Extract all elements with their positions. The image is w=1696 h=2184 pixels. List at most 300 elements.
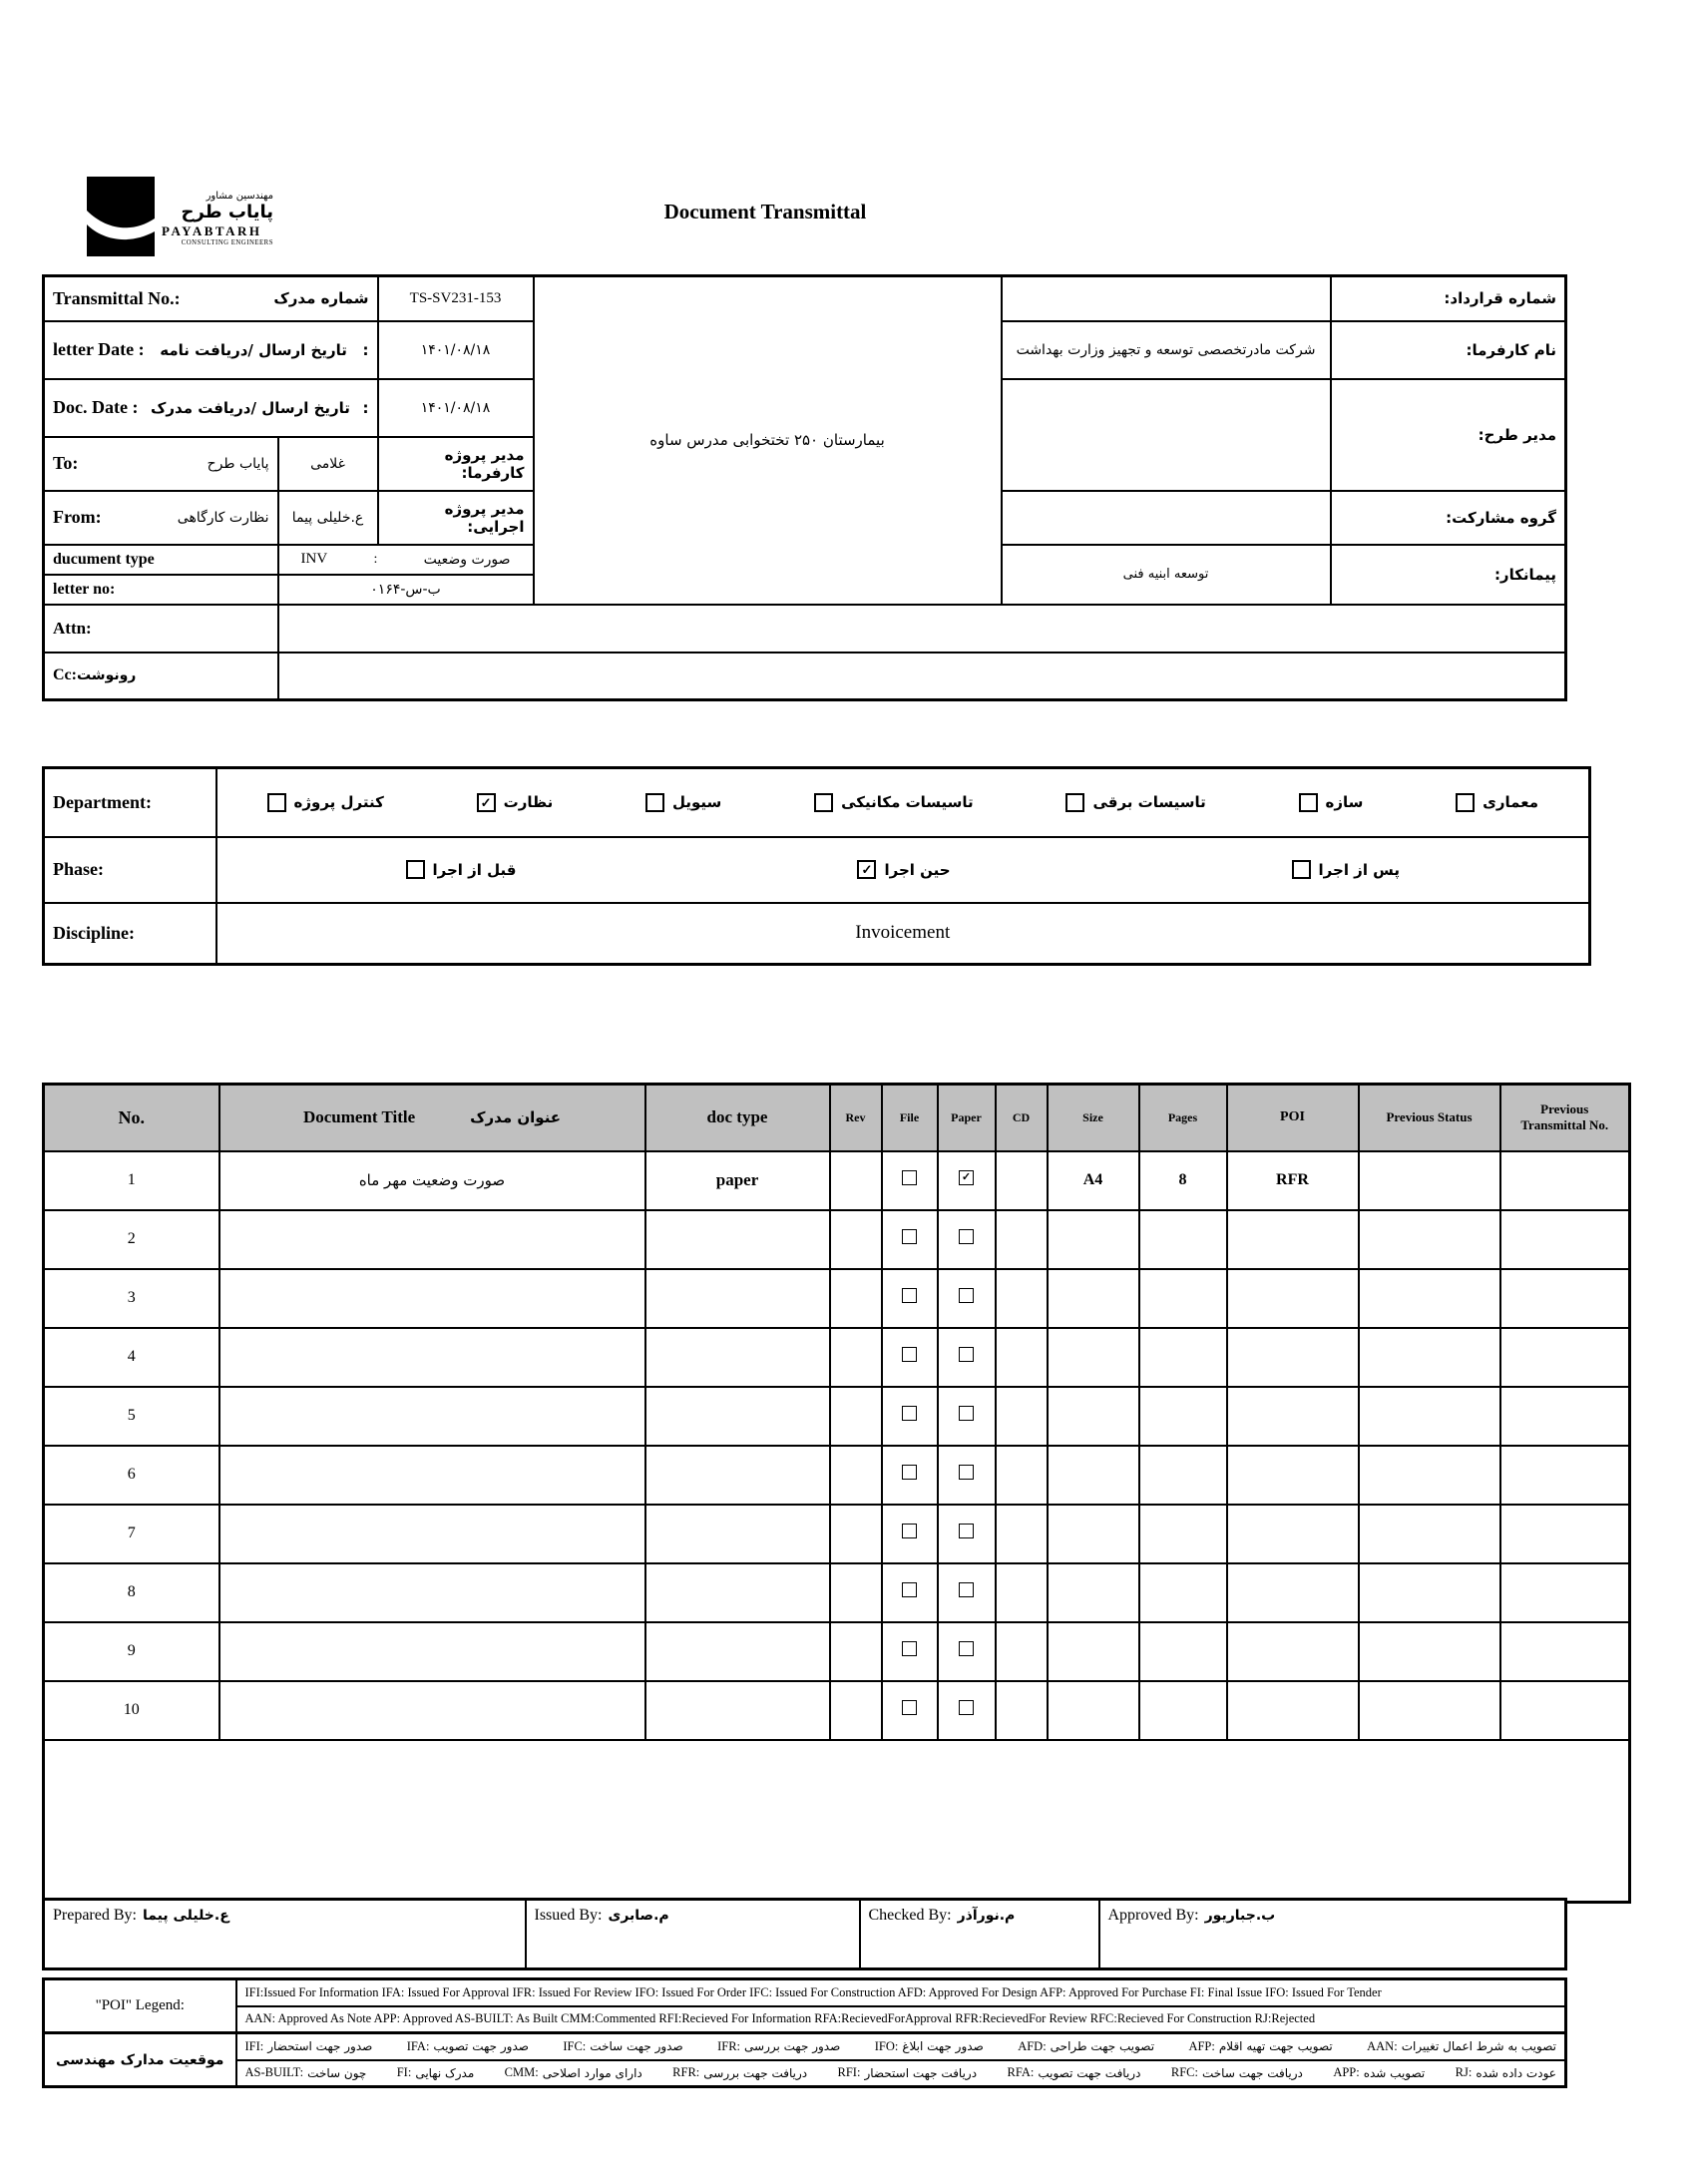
cell-pages[interactable] — [1139, 1563, 1227, 1622]
legend-code: RFI: — [837, 2065, 861, 2080]
file-unchecked-checkbox-icon[interactable] — [902, 1288, 917, 1303]
legend-item — [563, 2039, 682, 2054]
checkbox-item[interactable] — [1292, 860, 1400, 879]
cell-paper[interactable] — [938, 1446, 996, 1505]
legend-item — [838, 2065, 978, 2080]
legend-text: صدور جهت ساخت — [590, 2039, 683, 2054]
cell-poi[interactable] — [1227, 1446, 1359, 1505]
legend-text: تصویب جهت تهیه اقلام — [1218, 2039, 1333, 2054]
from-person[interactable]: ع.خلیلی پیما — [278, 491, 378, 545]
cell-size[interactable] — [1048, 1269, 1139, 1328]
cell-poi[interactable] — [1227, 1505, 1359, 1563]
cell-doc-type[interactable] — [645, 1387, 830, 1446]
cell-paper[interactable] — [938, 1505, 996, 1563]
cell-doc-type[interactable] — [645, 1328, 830, 1387]
poi-legend-line1: IFI:Issued For Information IFA: Issued For Approval IFR: Issued For Review IFO: Issued For Order IFC: Issued For Construction AFD: Approved For Design AFP: Approved For Purchase FI: Final Issue IFO: Issued For Tender — [236, 1979, 1566, 2006]
jv-group-label: گروه مشارکت: — [1331, 491, 1566, 545]
checkbox-label: کنترل پروژه — [293, 793, 384, 812]
legend-item — [407, 2039, 529, 2054]
file-unchecked-checkbox-icon[interactable] — [902, 1582, 917, 1597]
cell-doc-type[interactable] — [645, 1269, 830, 1328]
doc-date-colon: : — [362, 398, 369, 417]
cell-title[interactable] — [219, 1387, 645, 1446]
doc-date-value[interactable]: ۱۴۰۱/۰۸/۱۸ — [378, 379, 534, 437]
cell-no[interactable]: 6 — [44, 1446, 219, 1505]
paper-unchecked-checkbox-icon[interactable] — [959, 1582, 974, 1597]
document-table-row — [44, 1151, 1630, 1210]
cell-cd[interactable] — [996, 1446, 1048, 1505]
checked-by-name: م.نورآذر — [957, 1908, 1016, 1924]
cell-size[interactable] — [1048, 1387, 1139, 1446]
document-table-row — [44, 1681, 1630, 1740]
cell-paper[interactable] — [938, 1269, 996, 1328]
cell-paper[interactable] — [938, 1681, 996, 1740]
paper-unchecked-checkbox-icon[interactable] — [959, 1700, 974, 1715]
cell-prev-status[interactable] — [1359, 1563, 1500, 1622]
cell-size[interactable] — [1048, 1681, 1139, 1740]
cell-prev-transmittal[interactable] — [1500, 1328, 1630, 1387]
legend-text: صدور جهت بررسی — [744, 2039, 841, 2054]
logo-en-sub: CONSULTING ENGINEERS — [181, 239, 273, 247]
cell-no[interactable]: 7 — [44, 1505, 219, 1563]
cell-rev[interactable] — [830, 1622, 882, 1681]
paper-unchecked-checkbox-icon[interactable] — [959, 1641, 974, 1656]
legend-code: CMM: — [504, 2065, 539, 2080]
unchecked-checkbox-icon[interactable] — [1456, 793, 1475, 812]
legend-code: AFD: — [1018, 2038, 1047, 2053]
cell-rev[interactable] — [830, 1151, 882, 1210]
document-type-label: ducument type — [44, 545, 278, 575]
cell-title[interactable] — [219, 1269, 645, 1328]
empty-remarks-area — [44, 1740, 1630, 1903]
legend-item — [245, 2065, 367, 2080]
file-unchecked-checkbox-icon[interactable] — [902, 1641, 917, 1656]
cell-no[interactable]: 8 — [44, 1563, 219, 1622]
cell-cd[interactable] — [996, 1151, 1048, 1210]
cell-pages[interactable] — [1139, 1210, 1227, 1269]
header-table — [42, 274, 1567, 701]
checkbox-item[interactable] — [814, 793, 974, 812]
checkbox-item[interactable] — [857, 860, 950, 879]
cell-title[interactable] — [219, 1151, 645, 1210]
legend-item — [1367, 2039, 1556, 2054]
paper-checked-checkbox-icon[interactable] — [959, 1170, 974, 1185]
legend-code: IFA: — [406, 2038, 430, 2053]
cell-pages[interactable] — [1139, 1622, 1227, 1681]
letter-date-label — [44, 321, 378, 379]
client-name-label: نام کارفرما: — [1331, 321, 1566, 379]
cell-paper[interactable] — [938, 1151, 996, 1210]
client-name-value[interactable]: شرکت مادرتخصصی توسعه و تجهیز وزارت بهداشت — [1002, 321, 1331, 379]
checkbox-item[interactable] — [1065, 793, 1205, 812]
department-table — [42, 766, 1591, 966]
cell-no[interactable]: 5 — [44, 1387, 219, 1446]
cell-no[interactable]: 1 — [44, 1151, 219, 1210]
contract-no-value[interactable] — [1002, 276, 1331, 321]
cell-no[interactable]: 2 — [44, 1210, 219, 1269]
approved-by-name: ب.جباریور — [1204, 1908, 1276, 1924]
cell-cd[interactable] — [996, 1505, 1048, 1563]
checkbox-item[interactable] — [645, 793, 721, 812]
col-no: No. — [44, 1085, 219, 1151]
legend-text: عودت داده شده — [1476, 2065, 1556, 2080]
checkbox-label: سازه — [1325, 793, 1364, 812]
jv-group-value[interactable] — [1002, 491, 1331, 545]
cell-paper[interactable] — [938, 1563, 996, 1622]
cell-paper[interactable] — [938, 1387, 996, 1446]
cell-prev-transmittal[interactable] — [1500, 1210, 1630, 1269]
paper-unchecked-checkbox-icon[interactable] — [959, 1524, 974, 1538]
legend-item — [245, 2039, 373, 2054]
cell-prev-transmittal[interactable] — [1500, 1387, 1630, 1446]
cell-file[interactable] — [882, 1151, 938, 1210]
cell-cd[interactable] — [996, 1328, 1048, 1387]
cell-doc-type[interactable]: paper — [645, 1151, 830, 1210]
cell-file[interactable] — [882, 1387, 938, 1446]
cell-prev-status[interactable] — [1359, 1151, 1500, 1210]
checkbox-label: حین اجرا — [884, 860, 951, 879]
cell-size[interactable] — [1048, 1622, 1139, 1681]
exec-pm-label: مدیر پروژه اجرایی: — [378, 491, 534, 545]
document-table-row — [44, 1387, 1630, 1446]
checkbox-item[interactable] — [267, 793, 384, 812]
cell-file[interactable] — [882, 1269, 938, 1328]
project-name: بیمارستان ۲۵۰ تختخوابی مدرس ساوه — [534, 276, 1002, 605]
transmittal-no-label-en: Transmittal No.: — [53, 287, 181, 308]
file-unchecked-checkbox-icon[interactable] — [902, 1347, 917, 1362]
cell-poi[interactable]: RFR — [1227, 1151, 1359, 1210]
doc-date-label — [44, 379, 378, 437]
cell-title[interactable] — [219, 1563, 645, 1622]
cell-prev-status[interactable] — [1359, 1446, 1500, 1505]
unchecked-checkbox-icon[interactable] — [645, 793, 664, 812]
cell-file[interactable] — [882, 1210, 938, 1269]
cell-cd[interactable] — [996, 1681, 1048, 1740]
cell-poi[interactable] — [1227, 1622, 1359, 1681]
letter-no-value[interactable]: ۰۱۶۴-س-ب — [278, 575, 534, 605]
unchecked-checkbox-icon[interactable] — [1299, 793, 1318, 812]
issued-by-name: م.صابری — [608, 1908, 669, 1924]
cell-no[interactable]: 9 — [44, 1622, 219, 1681]
col-title-fa: عنوان مدرک — [470, 1108, 562, 1127]
checked-by-cell[interactable] — [860, 1900, 1099, 1969]
legend-code: IFO: — [874, 2038, 899, 2053]
checkbox-label: نظارت — [503, 793, 554, 812]
cell-file[interactable] — [882, 1505, 938, 1563]
legend-text: دارای موارد اصلاحی — [542, 2065, 642, 2080]
letter-date-label-en: letter Date : — [53, 339, 145, 359]
contractor-value[interactable]: توسعه ابنیه فنی — [1002, 545, 1331, 605]
cell-size[interactable]: A4 — [1048, 1151, 1139, 1210]
paper-unchecked-checkbox-icon[interactable] — [959, 1229, 974, 1244]
approved-by-label: Approved By: — [1107, 1907, 1199, 1924]
document-type-value[interactable] — [278, 545, 534, 575]
cell-rev[interactable] — [830, 1446, 882, 1505]
client-pm-label: مدیر پروژه کارفرما: — [378, 437, 534, 491]
checked-by-label: Checked By: — [868, 1907, 952, 1924]
legend-code: AAN: — [1367, 2038, 1398, 2053]
cell-cd[interactable] — [996, 1210, 1048, 1269]
cc-label-fa: رونوشت — [76, 667, 137, 684]
cell-rev[interactable] — [830, 1210, 882, 1269]
cell-prev-transmittal[interactable] — [1500, 1151, 1630, 1210]
cell-prev-status[interactable] — [1359, 1269, 1500, 1328]
transmittal-no-label-fa: شماره مدرک — [273, 289, 369, 308]
legend-item — [1171, 2065, 1303, 2080]
cell-file[interactable] — [882, 1563, 938, 1622]
issued-by-label: Issued By: — [534, 1907, 603, 1924]
cell-prev-transmittal[interactable] — [1500, 1563, 1630, 1622]
from-label: From: — [53, 507, 102, 527]
document-table-row — [44, 1505, 1630, 1563]
legend-item — [397, 2065, 475, 2080]
document-table-row — [44, 1446, 1630, 1505]
cell-file[interactable] — [882, 1681, 938, 1740]
cell-doc-type[interactable] — [645, 1681, 830, 1740]
checkbox-label: تاسیسات مکانیکی — [841, 793, 974, 812]
cell-title[interactable] — [219, 1446, 645, 1505]
legend-item — [505, 2065, 642, 2080]
cell-prev-status[interactable] — [1359, 1622, 1500, 1681]
cell-poi[interactable] — [1227, 1269, 1359, 1328]
prepared-by-label: Prepared By: — [53, 1907, 137, 1924]
document-table-row — [44, 1563, 1630, 1622]
department-label: Department: — [44, 768, 216, 837]
cell-prev-transmittal[interactable] — [1500, 1505, 1630, 1563]
to-org[interactable]: پایاب طرح — [207, 455, 269, 472]
design-manager-value[interactable] — [1002, 379, 1331, 491]
cell-size[interactable] — [1048, 1446, 1139, 1505]
cell-rev[interactable] — [830, 1563, 882, 1622]
cell-title[interactable] — [219, 1681, 645, 1740]
cell-rev[interactable] — [830, 1328, 882, 1387]
file-unchecked-checkbox-icon[interactable] — [902, 1524, 917, 1538]
cell-doc-type[interactable] — [645, 1622, 830, 1681]
cell-pages[interactable] — [1139, 1446, 1227, 1505]
page-title: Document Transmittal — [663, 200, 867, 223]
legend-text: صدور جهت استحضار — [267, 2039, 373, 2054]
legend-item — [717, 2039, 840, 2054]
cell-no[interactable]: 10 — [44, 1681, 219, 1740]
checked-checkbox-icon[interactable] — [477, 793, 496, 812]
cell-prev-status[interactable] — [1359, 1387, 1500, 1446]
checkbox-item[interactable] — [1299, 793, 1364, 812]
cell-rev[interactable] — [830, 1681, 882, 1740]
cell-title[interactable] — [219, 1505, 645, 1563]
discipline-label: Discipline: — [44, 903, 216, 965]
legend-code: IFR: — [717, 2038, 741, 2053]
letter-date-colon: : — [362, 340, 369, 359]
file-unchecked-checkbox-icon[interactable] — [902, 1700, 917, 1715]
to-person[interactable]: غلامی — [278, 437, 378, 491]
checkbox-item[interactable] — [477, 793, 554, 812]
file-unchecked-checkbox-icon[interactable] — [902, 1406, 917, 1421]
col-size: Size — [1048, 1085, 1139, 1151]
cell-size[interactable] — [1048, 1210, 1139, 1269]
prepared-by-cell[interactable] — [44, 1900, 526, 1969]
cell-paper[interactable] — [938, 1210, 996, 1269]
cell-size[interactable] — [1048, 1505, 1139, 1563]
legend-text: تصویب شده — [1363, 2065, 1426, 2080]
poi-legend-table — [42, 1977, 1567, 2034]
cell-cd[interactable] — [996, 1269, 1048, 1328]
cell-poi[interactable] — [1227, 1210, 1359, 1269]
legend-item — [1007, 2065, 1140, 2080]
cell-doc-type[interactable] — [645, 1210, 830, 1269]
cell-prev-transmittal[interactable] — [1500, 1269, 1630, 1328]
legend-code: AS-BUILT: — [244, 2065, 304, 2080]
cell-poi[interactable] — [1227, 1681, 1359, 1740]
checkbox-item[interactable] — [1456, 793, 1538, 812]
status-legend-line1 — [236, 2033, 1566, 2060]
checkbox-label: تاسیسات برقی — [1092, 793, 1206, 812]
cc-label-cell — [44, 653, 278, 700]
paper-unchecked-checkbox-icon[interactable] — [959, 1406, 974, 1421]
paper-unchecked-checkbox-icon[interactable] — [959, 1288, 974, 1303]
legend-code: RFR: — [672, 2065, 700, 2080]
cell-pages[interactable] — [1139, 1269, 1227, 1328]
legend-text: دریافت جهت بررسی — [703, 2065, 808, 2080]
checkbox-label: معماری — [1483, 793, 1538, 812]
cell-file[interactable] — [882, 1328, 938, 1387]
cell-pages[interactable] — [1139, 1505, 1227, 1563]
cell-title[interactable] — [219, 1622, 645, 1681]
attn-label: Attn: — [44, 605, 278, 653]
document-list-table — [42, 1083, 1631, 1904]
cell-prev-status[interactable] — [1359, 1681, 1500, 1740]
discipline-value[interactable]: Invoicement — [216, 903, 1590, 965]
checked-checkbox-icon[interactable] — [857, 860, 876, 879]
legend-item — [875, 2039, 984, 2054]
cell-doc-type[interactable] — [645, 1446, 830, 1505]
cell-no[interactable]: 4 — [44, 1328, 219, 1387]
paper-unchecked-checkbox-icon[interactable] — [959, 1465, 974, 1480]
col-title-en: Document Title — [302, 1107, 416, 1127]
attn-value[interactable] — [278, 605, 1566, 653]
document-table-header — [44, 1085, 1630, 1151]
unchecked-checkbox-icon[interactable] — [1292, 860, 1311, 879]
cell-pages[interactable] — [1139, 1387, 1227, 1446]
cc-label-en: Cc: — [53, 666, 77, 684]
legend-text: دریافت جهت تصویب — [1038, 2065, 1141, 2080]
cell-rev[interactable] — [830, 1505, 882, 1563]
cell-title[interactable] — [219, 1328, 645, 1387]
letter-no-label: letter no: — [44, 575, 278, 605]
cell-doc-type[interactable] — [645, 1505, 830, 1563]
checkbox-item[interactable] — [406, 860, 517, 879]
cell-prev-transmittal[interactable] — [1500, 1622, 1630, 1681]
cell-rev[interactable] — [830, 1387, 882, 1446]
document-type-code[interactable]: INV — [300, 551, 328, 567]
cell-paper[interactable] — [938, 1622, 996, 1681]
legend-text: دریافت جهت استحضار — [864, 2065, 978, 2080]
file-unchecked-checkbox-icon[interactable] — [902, 1465, 917, 1480]
cell-prev-status[interactable] — [1359, 1505, 1500, 1563]
legend-code: RFA: — [1007, 2065, 1035, 2080]
paper-unchecked-checkbox-icon[interactable] — [959, 1347, 974, 1362]
cell-doc-type[interactable] — [645, 1563, 830, 1622]
prepared-by-name: ع.خلیلی پیما — [142, 1908, 229, 1924]
legend-code: APP: — [1333, 2065, 1360, 2080]
unchecked-checkbox-icon[interactable] — [267, 793, 286, 812]
from-org[interactable]: نظارت کارگاهی — [177, 509, 269, 526]
from-cell — [44, 491, 278, 545]
cell-cd[interactable] — [996, 1563, 1048, 1622]
cell-cd[interactable] — [996, 1622, 1048, 1681]
poi-legend-label: "POI" Legend: — [44, 1979, 236, 2033]
signature-table — [42, 1898, 1567, 1970]
cell-poi[interactable] — [1227, 1387, 1359, 1446]
col-paper: Paper — [938, 1085, 996, 1151]
document-table-row — [44, 1328, 1630, 1387]
issued-by-cell[interactable] — [526, 1900, 860, 1969]
legend-item — [1018, 2039, 1154, 2054]
unchecked-checkbox-icon[interactable] — [1065, 793, 1084, 812]
cell-no[interactable]: 3 — [44, 1269, 219, 1328]
status-legend-line2 — [236, 2060, 1566, 2087]
col-doc-type: doc type — [645, 1085, 830, 1151]
checkbox-label: قبل از اجرا — [432, 860, 517, 879]
department-options — [216, 768, 1590, 837]
cell-title[interactable] — [219, 1210, 645, 1269]
file-unchecked-checkbox-icon[interactable] — [902, 1229, 917, 1244]
col-rev: Rev — [830, 1085, 882, 1151]
cell-size[interactable] — [1048, 1328, 1139, 1387]
cell-pages[interactable] — [1139, 1681, 1227, 1740]
contractor-label: پیمانکار: — [1331, 545, 1566, 605]
file-unchecked-checkbox-icon[interactable] — [902, 1170, 917, 1185]
document-type-fa: صورت وضعیت — [423, 551, 511, 568]
logo-fa-name: پایاب طرح — [181, 201, 273, 222]
cell-prev-transmittal[interactable] — [1500, 1446, 1630, 1505]
transmittal-no-value[interactable]: TS-SV231-153 — [378, 276, 534, 321]
cell-pages[interactable]: 8 — [1139, 1151, 1227, 1210]
legend-code: AFP: — [1188, 2038, 1215, 2053]
legend-text: صدور جهت تصویب — [433, 2039, 529, 2054]
legend-text: مدرک نهایی — [415, 2065, 475, 2080]
col-file: File — [882, 1085, 938, 1151]
cell-cd[interactable] — [996, 1387, 1048, 1446]
cell-poi[interactable] — [1227, 1563, 1359, 1622]
cell-prev-transmittal[interactable] — [1500, 1681, 1630, 1740]
approved-by-cell[interactable] — [1099, 1900, 1566, 1969]
legend-text: تصویب به شرط اعمال تغییرات — [1401, 2039, 1556, 2054]
letter-date-value[interactable]: ۱۴۰۱/۰۸/۱۸ — [378, 321, 534, 379]
cell-rev[interactable] — [830, 1269, 882, 1328]
cell-file[interactable] — [882, 1622, 938, 1681]
cell-prev-status[interactable] — [1359, 1210, 1500, 1269]
cc-value[interactable] — [278, 653, 1566, 700]
document-table-row — [44, 1269, 1630, 1328]
document-type-sep: : — [373, 551, 378, 567]
unchecked-checkbox-icon[interactable] — [406, 860, 425, 879]
legend-item — [1456, 2065, 1556, 2080]
col-poi: POI — [1227, 1085, 1359, 1151]
cell-pages[interactable] — [1139, 1328, 1227, 1387]
cell-poi[interactable] — [1227, 1328, 1359, 1387]
document-title-text: صورت وضعیت مهر ماه — [358, 1170, 506, 1189]
cell-prev-status[interactable] — [1359, 1328, 1500, 1387]
legend-text: صدور جهت ابلاغ — [902, 2039, 984, 2054]
to-cell — [44, 437, 278, 491]
cell-size[interactable] — [1048, 1563, 1139, 1622]
cell-file[interactable] — [882, 1446, 938, 1505]
cell-paper[interactable] — [938, 1328, 996, 1387]
unchecked-checkbox-icon[interactable] — [814, 793, 833, 812]
status-legend-table — [42, 2031, 1567, 2088]
design-manager-label: مدیر طرح: — [1331, 379, 1566, 491]
doc-date-label-fa: تاریخ ارسال /دریافت مدرک — [151, 398, 350, 417]
